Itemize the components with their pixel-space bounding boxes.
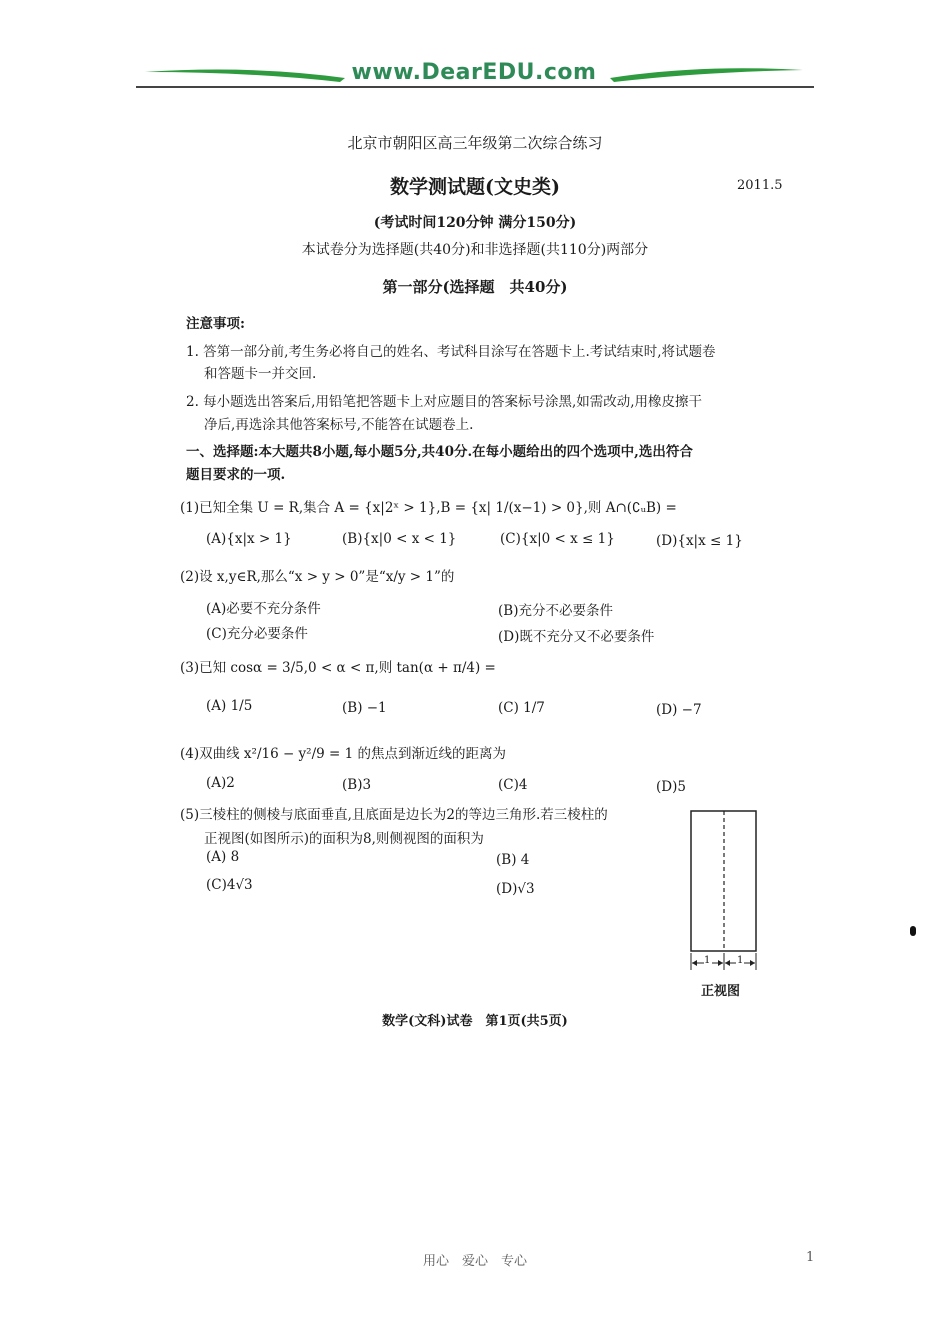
question-2-option-c: (C)充分必要条件 [206, 626, 308, 642]
question-1-option-c: (C){x|0 < x ≤ 1} [500, 531, 615, 547]
scan-mark [910, 926, 916, 936]
front-view-caption: 正视图 [701, 984, 741, 999]
header-divider [136, 86, 814, 88]
note-1-line-1: 1. 答第一部分前,考生务必将自己的姓名、考试科目涂写在答题卡上.考试结束时,将试题卷 [186, 344, 716, 360]
question-4-stem: (4)双曲线 x²/16 − y²/9 = 1 的焦点到渐近线的距离为 [180, 746, 507, 762]
exam-structure: 本试卷分为选择题(共40分)和非选择题(共110分)两部分 [301, 242, 649, 258]
question-3-option-b: (B) −1 [342, 700, 387, 716]
question-1-option-d: (D){x|x ≤ 1} [656, 533, 743, 549]
front-view-figure [684, 808, 764, 998]
question-2-stem: (2)设 x,y∈R,那么“x > y > 0”是“x/y > 1”的 [180, 569, 455, 585]
question-5-option-b: (B) 4 [496, 852, 530, 868]
note-1-line-2: 和答题卡一并交回. [204, 366, 317, 382]
front-view-dimension-1: 1 [704, 955, 711, 966]
page-number: 1 [806, 1250, 815, 1265]
footer-motto: 用心 爱心 专心 [422, 1254, 527, 1269]
note-2-line-1: 2. 每小题选出答案后,用铅笔把答题卡上对应题目的答案标号涂黑,如需改动,用橡皮擦干 [186, 394, 703, 410]
question-4-option-b: (B)3 [342, 777, 372, 793]
question-4-option-a: (A)2 [206, 775, 235, 791]
question-1-option-a: (A){x|x > 1} [206, 531, 292, 547]
page-label: 数学(文科)试卷 第1页(共5页) [382, 1014, 568, 1029]
question-4-option-d: (D)5 [656, 779, 686, 795]
question-4-option-c: (C)4 [498, 777, 528, 793]
question-2-option-b: (B)充分不必要条件 [498, 603, 613, 619]
question-5-stem-line-1: (5)三棱柱的侧棱与底面垂直,且底面是边长为2的等边三角形.若三棱柱的 [180, 807, 608, 823]
question-1-stem: (1)已知全集 U = R,集合 A = {x|2ˣ > 1},B = {x| 1/(x−1) > 0},则 A∩(∁ᵤB) = [180, 500, 677, 516]
question-3-stem: (3)已知 cosα = 3/5,0 < α < π,则 tan(α + π/4) = [180, 660, 496, 676]
question-3-option-c: (C) 1/7 [498, 700, 545, 716]
question-3-option-a: (A) 1/5 [206, 698, 253, 714]
section-intro-line-2: 题目要求的一项. [186, 467, 286, 483]
question-5-option-a: (A) 8 [206, 849, 240, 865]
question-2-option-a: (A)必要不充分条件 [206, 601, 321, 617]
question-5-option-c: (C)4√3 [206, 877, 253, 893]
note-2-line-2: 净后,再选涂其他答案标号,不能答在试题卷上. [204, 417, 474, 433]
exam-title: 数学测试题(文史类) [390, 176, 560, 198]
exam-date: 2011.5 [737, 178, 783, 193]
question-2-option-d: (D)既不充分又不必要条件 [498, 629, 655, 645]
section-intro-line-1: 一、选择题:本大题共8小题,每小题5分,共40分.在每小题给出的四个选项中,选出符合 [186, 444, 693, 460]
front-view-dimension-2: 1 [737, 955, 744, 966]
question-5-stem-line-2: 正视图(如图所示)的面积为8,则侧视图的面积为 [204, 831, 484, 847]
part-heading: 第一部分(选择题 共40分) [382, 278, 568, 296]
exam-school-title: 北京市朝阳区高三年级第二次综合练习 [347, 134, 603, 152]
notes-heading: 注意事项: [186, 316, 245, 332]
question-5-option-d: (D)√3 [496, 881, 535, 897]
logo-text: www.DearEDU.com [351, 60, 597, 85]
front-view-drawing [684, 808, 764, 978]
question-1-option-b: (B){x|0 < x < 1} [342, 531, 457, 547]
exam-duration: (考试时间120分钟 满分150分) [373, 215, 577, 231]
question-3-option-d: (D) −7 [656, 702, 702, 718]
